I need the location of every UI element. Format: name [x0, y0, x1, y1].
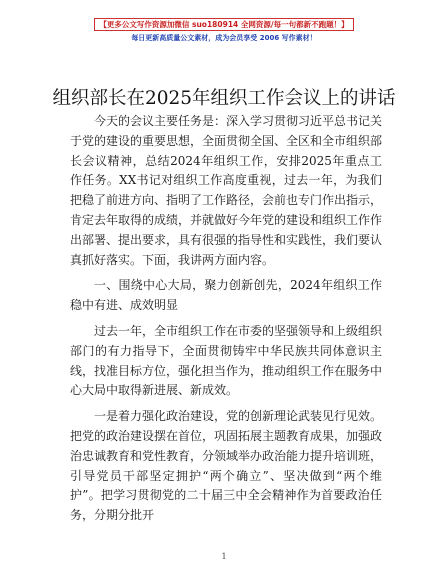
promo-banner — [0, 14, 448, 43]
paragraph-intro: 今天的会议主要任务是：深入学习贯彻习近平总书记关于党的建设的重要思想，全面贯彻全国、全区和全市组织部长会议精神，总结2024年组织工作，安排2025年重点工作任务。XX书记对组织工作高度重视，过去一年，为我们把稳了前进方向、指明了工作路径，会前也专门作出指示，肯定去年取得的成绩，并就做好今年党的建设和组织工作作出部署、提出要求，具有很强的指导性和实践性，我们要认真抓好落实。下面，我讲两方面内容。 — [70, 114, 383, 267]
paragraph-point-1: 一是着力强化政治建设，党的创新理论武装见行见效。把党的政治建设摆在首位，巩固拓展主题教育成果，加强政治忠诚教育和党性教育，分领域举办政治能力提升培训班，引导党员干部坚定拥护“两个确立”、坚决做到“两个维护”。把学习贯彻党的二十届三中全会精神作为首要政治任务，分期分批开 — [70, 409, 383, 523]
paragraph-summary: 过去一年，全市组织工作在市委的坚强领导和上级组织部门的有力指导下，全面贯彻铸牢中华民族共同体意识主线，找准目标方位，强化担当作为，推动组织工作在服务中心大局中取得新进展、新成效。 — [70, 323, 383, 398]
promo-banner-line1: 【更多公文写作资源加微信 suo180914 全网资源/每一句都新不跑题！】 — [94, 18, 353, 31]
document-body — [70, 112, 382, 526]
promo-banner-line2: 每日更新高质量公文素材，成为会员享受 2006 写作素材！ — [131, 34, 317, 42]
section-heading-1: 一、围绕中心大局，聚力创新创先，2024年组织工作稳中有进、成效明显 — [70, 278, 382, 313]
page-number: 1 — [221, 552, 227, 561]
document-title: 组织部长在2025年组织工作会议上的讲话 — [52, 88, 396, 109]
